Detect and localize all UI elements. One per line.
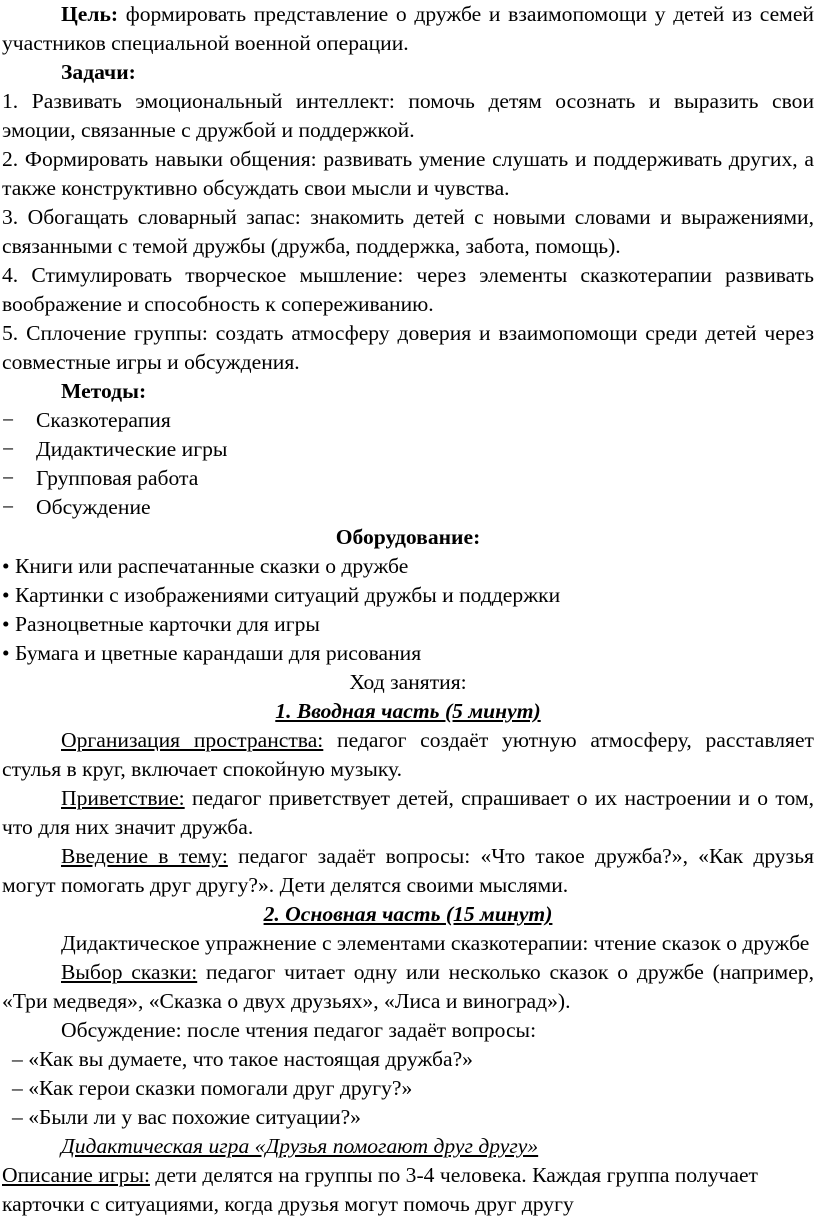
equipment-heading: Оборудование:: [335, 525, 481, 549]
part1-title-row: [2, 697, 814, 726]
dash-bullet-icon: −: [2, 437, 15, 461]
equipment-item: • Бумага и цветные карандаши для рисования: [2, 641, 422, 665]
task-item: 3. Обогащать словарный запас: знакомить детей с новыми словами и выражениями, связанными с темой дружбы (дружба, поддержка, забота, помощь).: [2, 205, 814, 258]
story-choice-paragraph: [2, 958, 814, 1016]
story-choice-label: Выбор сказки:: [61, 960, 198, 984]
game-title-row: [2, 1132, 814, 1161]
tasks-heading: Задачи:: [61, 60, 136, 84]
part1-paragraph: [2, 726, 814, 784]
method-label: Обсуждение: [36, 495, 151, 519]
dash-bullet-icon: −: [2, 408, 15, 432]
story-choice-text: педагог читает одну или несколько сказок о дружбе (например, «Три медведя», «Сказка о двух друзьях», «Лиса и виноград»).: [2, 960, 814, 1013]
goal-label: Цель:: [61, 2, 119, 26]
document-page: [2, 0, 814, 1219]
part2-intro: Дидактическое упражнение с элементами сказкотерапии: чтение сказок о дружбе: [61, 931, 810, 955]
game-title: Дидактическая игра «Друзья помогают друг другу»: [61, 1134, 539, 1158]
method-item: [2, 435, 814, 464]
goal-text: формировать представление о дружбе и взаимопомощи у детей из семей участников специальной военной операции.: [2, 2, 814, 55]
method-label: Дидактические игры: [36, 437, 228, 461]
dash-bullet-icon: −: [2, 495, 15, 519]
part1-paragraph-label: Введение в тему:: [61, 844, 228, 868]
equipment-item: • Картинки с изображениями ситуаций дружбы и поддержки: [2, 583, 561, 607]
method-label: Сказкотерапия: [36, 408, 171, 432]
part1-paragraph-label: Организация пространства:: [61, 728, 324, 752]
part1-paragraph: [2, 842, 814, 900]
method-label: Групповая работа: [36, 466, 199, 490]
task-item: 2. Формировать навыки общения: развивать умение слушать и поддерживать других, а также конструктивно обсуждать свои мысли и чувства.: [2, 147, 814, 200]
part1-paragraph-text: педагог приветствует детей, спрашивает о их настроении и о том, что для них значит дружба.: [2, 786, 814, 839]
part1-paragraph: [2, 784, 814, 842]
part1-paragraph-label: Приветствие:: [61, 786, 185, 810]
methods-heading: Методы:: [61, 379, 147, 403]
lesson-heading: Ход занятия:: [349, 670, 467, 694]
goal-paragraph: [2, 0, 814, 58]
discussion-paragraph: Обсуждение: после чтения педагог задаёт вопросы:: [61, 1018, 537, 1042]
part2-title-row: [2, 900, 814, 929]
game-description-text: дети делятся на группы по 3-4 человека. Каждая группа получает карточки с ситуациями, когда друзья могут помочь друг другу: [2, 1163, 758, 1216]
part1-paragraph-text: педагог задаёт вопросы: «Что такое дружба?», «Как друзья могут помогать друг другу?». Дети делятся своими мыслями.: [2, 844, 814, 897]
discussion-question: – «Как герои сказки помогали друг другу?»: [12, 1076, 413, 1100]
discussion-question: – «Как вы думаете, что такое настоящая дружба?»: [12, 1047, 473, 1071]
task-item: 5. Сплочение группы: создать атмосферу доверия и взаимопомощи среди детей через совместные игры и обсуждения.: [2, 321, 814, 374]
method-item: [2, 406, 814, 435]
part1-title: 1. Вводная часть (5 минут): [275, 699, 541, 723]
equipment-item: • Разноцветные карточки для игры: [2, 612, 320, 636]
game-description-paragraph: [2, 1161, 814, 1219]
dash-bullet-icon: −: [2, 466, 15, 490]
game-description-label: Описание игры:: [2, 1163, 150, 1187]
method-item: [2, 493, 814, 522]
equipment-item: • Книги или распечатанные сказки о дружбе: [2, 554, 409, 578]
task-item: 4. Стимулировать творческое мышление: через элементы сказкотерапии развивать воображение и способность к сопереживанию.: [2, 263, 814, 316]
task-item: 1. Развивать эмоциональный интеллект: помочь детям осознать и выразить свои эмоции, связанные с дружбой и поддержкой.: [2, 89, 814, 142]
method-item: [2, 464, 814, 493]
discussion-question: – «Были ли у вас похожие ситуации?»: [12, 1105, 361, 1129]
part1-paragraph-text: педагог создаёт уютную атмосферу, расставляет стулья в круг, включает спокойную музыку.: [2, 728, 814, 781]
part2-title: 2. Основная часть (15 минут): [263, 902, 553, 926]
